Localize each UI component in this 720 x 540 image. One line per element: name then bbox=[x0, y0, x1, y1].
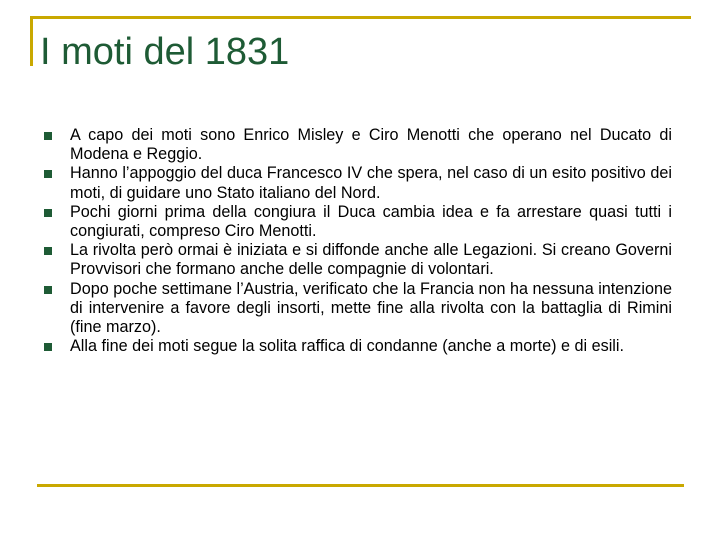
slide-left-rule bbox=[30, 16, 33, 66]
bullet-text: Hanno l’appoggio del duca Francesco IV che spera, nel caso di un esito positivo dei moti, di guidare uno Stato italiano del Nord. bbox=[70, 164, 672, 202]
bullet-text: La rivolta però ormai è iniziata e si diffonde anche alle Legazioni. Si creano Governi Provvisori che formano anche delle compagnie di volontari. bbox=[70, 241, 672, 279]
square-bullet-icon bbox=[44, 343, 52, 351]
bullet-list bbox=[42, 126, 672, 356]
square-bullet-icon bbox=[44, 247, 52, 255]
square-bullet-icon bbox=[44, 286, 52, 294]
slide-title: I moti del 1831 bbox=[40, 31, 290, 73]
bullet-text: Alla fine dei moti segue la solita raffica di condanne (anche a morte) e di esili. bbox=[70, 337, 624, 356]
bullet-text: Pochi giorni prima della congiura il Duca cambia idea e fa arrestare quasi tutti i congiurati, compreso Ciro Menotti. bbox=[70, 202, 672, 241]
bullet-item bbox=[42, 126, 672, 164]
bullet-item bbox=[42, 280, 672, 338]
bullet-item bbox=[42, 337, 672, 356]
square-bullet-icon bbox=[44, 209, 52, 217]
bullet-text: Dopo poche settimane l’Austria, verificato che la Francia non ha nessuna intenzione di intervenire a favore degli insorti, mette fine alla rivolta con la battaglia di Rimini (fine marzo). bbox=[70, 279, 672, 337]
square-bullet-icon bbox=[44, 132, 52, 140]
bullet-item bbox=[42, 203, 672, 241]
bullet-item bbox=[42, 164, 672, 202]
bullet-item bbox=[42, 241, 672, 279]
slide-top-rule bbox=[30, 16, 691, 19]
bullet-text: A capo dei moti sono Enrico Misley e Ciro Menotti che operano nel Ducato di Modena e Reggio. bbox=[70, 126, 672, 164]
slide-bottom-rule bbox=[37, 484, 684, 487]
square-bullet-icon bbox=[44, 170, 52, 178]
